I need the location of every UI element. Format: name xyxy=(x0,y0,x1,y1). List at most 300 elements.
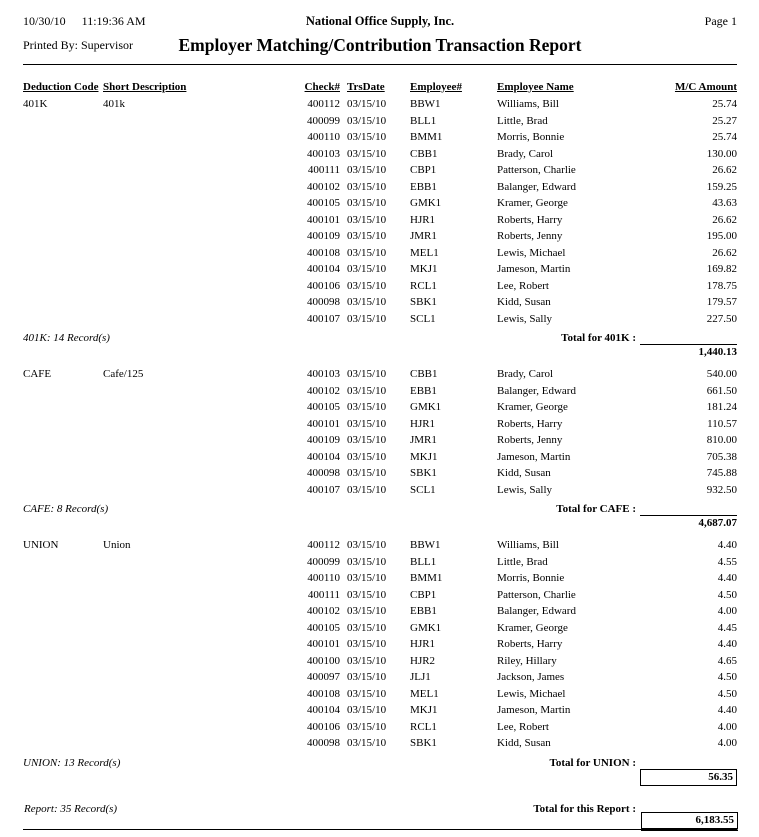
employee-name-cell: Roberts, Harry xyxy=(497,213,563,226)
table-row xyxy=(23,537,737,554)
employee-number-cell: EBB1 xyxy=(410,180,437,193)
employee-number-cell: EBB1 xyxy=(410,605,437,617)
employee-number-cell: BLL1 xyxy=(410,555,437,568)
report-footer-row xyxy=(23,791,737,832)
check-number-cell: 400109 xyxy=(307,434,340,446)
check-number-cell: 400105 xyxy=(307,621,340,634)
short-description-cell xyxy=(103,719,303,736)
check-number-cell: 400098 xyxy=(307,296,340,308)
employee-name-cell: Balanger, Edward xyxy=(497,605,576,617)
employee-number-cell: GMK1 xyxy=(410,197,442,209)
deduction-code-cell: CAFE xyxy=(23,368,52,380)
employee-name-cell: Lee, Robert xyxy=(497,720,549,733)
short-description-cell xyxy=(103,129,303,146)
deduction-code-cell xyxy=(23,587,103,604)
trs-date-cell: 03/15/10 xyxy=(347,279,387,292)
trs-date-cell: 03/15/10 xyxy=(347,720,387,733)
employee-number-cell: BLL1 xyxy=(410,114,437,127)
table-row xyxy=(23,620,737,637)
group-total-label: Total for 401K : xyxy=(561,332,636,344)
group-record-count: CAFE: 8 Record(s) xyxy=(23,503,109,515)
deduction-code-cell xyxy=(23,383,103,400)
trs-date-cell: 03/15/10 xyxy=(347,434,387,446)
group-total-label: Total for CAFE : xyxy=(556,503,636,515)
page-header-line1 xyxy=(23,14,737,29)
deduction-code-cell xyxy=(23,482,103,499)
amount-cell: 195.00 xyxy=(706,230,737,242)
employee-name-cell: Little, Brad xyxy=(497,555,548,568)
short-description-cell xyxy=(103,245,303,262)
amount-cell: 4.00 xyxy=(717,605,737,617)
employee-number-cell: CBP1 xyxy=(410,588,437,601)
employee-number-cell: HJR2 xyxy=(410,654,436,667)
group-footer-row xyxy=(23,752,737,791)
check-number-cell: 400109 xyxy=(307,230,340,242)
amount-cell: 159.25 xyxy=(706,180,737,193)
table-row xyxy=(23,245,737,262)
deduction-code-cell xyxy=(23,399,103,416)
check-number-cell: 400106 xyxy=(307,720,340,733)
trs-date-cell: 03/15/10 xyxy=(347,467,387,479)
deduction-code-cell xyxy=(23,702,103,719)
check-number-cell: 400104 xyxy=(307,450,340,463)
employee-name-cell: Jameson, Martin xyxy=(497,450,571,463)
trs-date-cell: 03/15/10 xyxy=(347,246,387,259)
table-row xyxy=(23,653,737,670)
check-number-cell: 400103 xyxy=(307,368,340,380)
group-total-amount: 56.35 xyxy=(640,769,737,786)
deduction-code-cell xyxy=(23,570,103,587)
deduction-code-cell xyxy=(23,113,103,130)
employee-number-cell: MKJ1 xyxy=(410,450,438,463)
short-description-cell xyxy=(103,570,303,587)
deduction-code-cell xyxy=(23,735,103,752)
amount-cell: 4.50 xyxy=(717,687,737,700)
deduction-code-cell xyxy=(23,636,103,653)
table-row xyxy=(23,366,737,383)
short-description-cell xyxy=(103,620,303,637)
table-row xyxy=(23,587,737,604)
trs-date-cell: 03/15/10 xyxy=(347,555,387,568)
employee-name-cell: Roberts, Jenny xyxy=(497,434,563,446)
short-description-cell xyxy=(103,195,303,212)
report-title: Employer Matching/Contribution Transaction Report xyxy=(178,35,582,55)
employee-number-cell: SCL1 xyxy=(410,483,436,496)
short-description-cell: Union xyxy=(103,539,131,551)
employee-number-cell: JMR1 xyxy=(410,230,437,242)
amount-cell: 26.62 xyxy=(712,164,737,176)
trs-date-cell: 03/15/10 xyxy=(347,180,387,193)
check-number-cell: 400107 xyxy=(307,312,340,325)
col-check-number: Check# xyxy=(304,81,340,93)
employee-number-cell: HJR1 xyxy=(410,417,436,430)
short-description-cell xyxy=(103,399,303,416)
report-record-count: Report: 35 Record(s) xyxy=(24,802,118,815)
table-row xyxy=(23,636,737,653)
check-number-cell: 400098 xyxy=(307,467,340,479)
check-number-cell: 400097 xyxy=(307,671,340,683)
check-number-cell: 400099 xyxy=(307,555,340,568)
amount-cell: 178.75 xyxy=(706,279,737,292)
deduction-code-cell xyxy=(23,686,103,703)
check-number-cell: 400102 xyxy=(307,384,340,397)
deduction-code-cell xyxy=(23,554,103,571)
amount-cell: 932.50 xyxy=(706,483,737,496)
report-time: 11:19:36 AM xyxy=(81,14,146,28)
amount-cell: 110.57 xyxy=(707,417,737,430)
employee-number-cell: RCL1 xyxy=(410,279,437,292)
table-row xyxy=(23,113,737,130)
employee-name-cell: Jameson, Martin xyxy=(497,263,571,275)
employee-name-cell: Roberts, Harry xyxy=(497,638,563,650)
check-number-cell: 400100 xyxy=(307,654,340,667)
short-description-cell xyxy=(103,702,303,719)
trs-date-cell: 03/15/10 xyxy=(347,263,387,275)
employee-number-cell: SCL1 xyxy=(410,312,436,325)
employee-name-cell: Kramer, George xyxy=(497,621,568,634)
short-description-cell xyxy=(103,735,303,752)
check-number-cell: 400105 xyxy=(307,197,340,209)
deduction-code-cell xyxy=(23,245,103,262)
short-description-cell xyxy=(103,383,303,400)
employee-name-cell: Lewis, Sally xyxy=(497,312,552,325)
trs-date-cell: 03/15/10 xyxy=(347,147,387,160)
table-row xyxy=(23,416,737,433)
short-description-cell: 401k xyxy=(103,98,125,110)
employee-number-cell: BMM1 xyxy=(410,572,443,584)
check-number-cell: 400106 xyxy=(307,279,340,292)
trs-date-cell: 03/15/10 xyxy=(347,131,387,143)
employee-number-cell: MEL1 xyxy=(410,687,439,700)
check-number-cell: 400112 xyxy=(307,98,340,110)
deduction-code-cell xyxy=(23,162,103,179)
deduction-code-cell xyxy=(23,179,103,196)
check-number-cell: 400110 xyxy=(307,131,340,143)
deduction-code-cell: 401K xyxy=(23,98,48,110)
check-number-cell: 400107 xyxy=(307,483,340,496)
amount-cell: 4.40 xyxy=(717,539,737,551)
bottom-rule xyxy=(23,829,737,830)
trs-date-cell: 03/15/10 xyxy=(347,621,387,634)
employee-name-cell: Brady, Carol xyxy=(497,147,554,160)
short-description-cell: Cafe/125 xyxy=(103,368,144,380)
employee-number-cell: SBK1 xyxy=(410,296,437,308)
employee-name-cell: Balanger, Edward xyxy=(497,180,576,193)
deduction-code-cell xyxy=(23,228,103,245)
employee-number-cell: GMK1 xyxy=(410,401,442,413)
table-row xyxy=(23,311,737,328)
employee-name-cell: Lewis, Michael xyxy=(497,687,566,700)
short-description-cell xyxy=(103,603,303,620)
trs-date-cell: 03/15/10 xyxy=(347,164,387,176)
check-number-cell: 400104 xyxy=(307,704,340,716)
employee-name-cell: Lewis, Michael xyxy=(497,246,566,259)
amount-cell: 4.50 xyxy=(717,588,737,601)
trs-date-cell: 03/15/10 xyxy=(347,114,387,127)
employee-name-cell: Williams, Bill xyxy=(497,98,559,110)
employee-name-cell: Kramer, George xyxy=(497,401,568,413)
deduction-code-cell xyxy=(23,212,103,229)
employee-number-cell: CBP1 xyxy=(410,164,437,176)
check-number-cell: 400108 xyxy=(307,246,340,259)
group-total-amount: 4,687.07 xyxy=(640,515,737,531)
short-description-cell xyxy=(103,669,303,686)
employee-name-cell: Balanger, Edward xyxy=(497,384,576,397)
short-description-cell xyxy=(103,146,303,163)
short-description-cell xyxy=(103,636,303,653)
amount-cell: 4.45 xyxy=(717,621,737,634)
employee-name-cell: Kidd, Susan xyxy=(497,737,551,749)
report-total-amount: 6,183.55 xyxy=(641,812,738,831)
check-number-cell: 400099 xyxy=(307,114,340,127)
trs-date-cell: 03/15/10 xyxy=(347,368,387,380)
trs-date-cell: 03/15/10 xyxy=(347,588,387,601)
check-number-cell: 400103 xyxy=(307,147,340,160)
amount-cell: 25.74 xyxy=(712,131,737,143)
deduction-code-cell xyxy=(23,465,103,482)
check-number-cell: 400111 xyxy=(307,588,340,601)
short-description-cell xyxy=(103,113,303,130)
short-description-cell xyxy=(103,416,303,433)
short-description-cell xyxy=(103,587,303,604)
deduction-code-cell xyxy=(23,278,103,295)
transaction-table xyxy=(23,65,737,832)
trs-date-cell: 03/15/10 xyxy=(347,417,387,430)
employee-name-cell: Morris, Bonnie xyxy=(497,131,565,143)
short-description-cell xyxy=(103,432,303,449)
amount-cell: 810.00 xyxy=(706,434,737,446)
employee-number-cell: CBB1 xyxy=(410,147,438,160)
employee-number-cell: EBB1 xyxy=(410,384,437,397)
deduction-code-cell xyxy=(23,449,103,466)
short-description-cell xyxy=(103,686,303,703)
report-datetime xyxy=(23,14,173,29)
deduction-code-cell xyxy=(23,261,103,278)
employee-number-cell: JMR1 xyxy=(410,434,437,446)
employee-number-cell: BBW1 xyxy=(410,98,441,110)
trs-date-cell: 03/15/10 xyxy=(347,671,387,683)
table-row xyxy=(23,702,737,719)
amount-cell: 43.63 xyxy=(712,197,737,209)
table-row xyxy=(23,195,737,212)
group-record-count: 401K: 14 Record(s) xyxy=(23,332,110,344)
employee-name-cell: Williams, Bill xyxy=(497,539,559,551)
trs-date-cell: 03/15/10 xyxy=(347,450,387,463)
group-footer-row xyxy=(23,327,737,366)
trs-date-cell: 03/15/10 xyxy=(347,687,387,700)
group-footer-row xyxy=(23,498,737,537)
check-number-cell: 400102 xyxy=(307,180,340,193)
table-row xyxy=(23,96,737,113)
deduction-code-cell xyxy=(23,195,103,212)
amount-cell: 179.57 xyxy=(706,296,737,308)
check-number-cell: 400101 xyxy=(307,417,340,430)
amount-cell: 705.38 xyxy=(706,450,737,463)
deduction-code-cell: UNION xyxy=(23,539,59,551)
trs-date-cell: 03/15/10 xyxy=(347,605,387,617)
amount-cell: 4.00 xyxy=(717,737,737,749)
table-row xyxy=(23,294,737,311)
check-number-cell: 400111 xyxy=(307,164,340,176)
amount-cell: 4.65 xyxy=(717,654,737,667)
deduction-code-cell xyxy=(23,669,103,686)
employee-number-cell: HJR1 xyxy=(410,638,436,650)
employee-name-cell: Little, Brad xyxy=(497,114,548,127)
trs-date-cell: 03/15/10 xyxy=(347,230,387,242)
table-row xyxy=(23,669,737,686)
employee-name-cell: Lewis, Sally xyxy=(497,483,552,496)
table-row xyxy=(23,162,737,179)
col-deduction-code: Deduction Code xyxy=(23,81,99,93)
employee-name-cell: Morris, Bonnie xyxy=(497,572,565,584)
employee-number-cell: MKJ1 xyxy=(410,704,438,716)
amount-cell: 130.00 xyxy=(706,147,737,160)
table-row xyxy=(23,719,737,736)
employee-name-cell: Kidd, Susan xyxy=(497,296,551,308)
table-row xyxy=(23,449,737,466)
employee-name-cell: Patterson, Charlie xyxy=(497,588,576,601)
col-trs-date: TrsDate xyxy=(347,81,385,93)
table-row xyxy=(23,482,737,499)
trs-date-cell: 03/15/10 xyxy=(347,539,387,551)
table-row xyxy=(23,383,737,400)
trs-date-cell: 03/15/10 xyxy=(347,572,387,584)
check-number-cell: 400104 xyxy=(307,263,340,275)
employee-name-cell: Lee, Robert xyxy=(497,279,549,292)
page-header-line2 xyxy=(23,34,737,56)
employee-number-cell: MKJ1 xyxy=(410,263,438,275)
amount-cell: 227.50 xyxy=(706,312,737,325)
deduction-code-cell xyxy=(23,603,103,620)
deduction-code-cell xyxy=(23,432,103,449)
table-row xyxy=(23,686,737,703)
employee-name-cell: Roberts, Jenny xyxy=(497,230,563,242)
amount-cell: 169.82 xyxy=(706,263,737,275)
trs-date-cell: 03/15/10 xyxy=(347,654,387,667)
amount-cell: 4.00 xyxy=(717,720,737,733)
short-description-cell xyxy=(103,449,303,466)
trs-date-cell: 03/15/10 xyxy=(347,638,387,650)
trs-date-cell: 03/15/10 xyxy=(347,737,387,749)
report-date: 10/30/10 xyxy=(23,14,66,28)
short-description-cell xyxy=(103,261,303,278)
short-description-cell xyxy=(103,554,303,571)
deduction-code-cell xyxy=(23,620,103,637)
short-description-cell xyxy=(103,465,303,482)
short-description-cell xyxy=(103,179,303,196)
employee-name-cell: Riley, Hillary xyxy=(497,654,557,667)
table-row xyxy=(23,179,737,196)
col-mc-amount: M/C Amount xyxy=(674,81,737,93)
trs-date-cell: 03/15/10 xyxy=(347,197,387,209)
table-row xyxy=(23,554,737,571)
employee-name-cell: Patterson, Charlie xyxy=(497,164,576,176)
table-row xyxy=(23,278,737,295)
amount-cell: 4.40 xyxy=(717,572,737,584)
col-employee-name: Employee Name xyxy=(497,81,574,93)
table-row xyxy=(23,603,737,620)
short-description-cell xyxy=(103,162,303,179)
amount-cell: 25.74 xyxy=(712,98,737,110)
employee-number-cell: SBK1 xyxy=(410,467,437,479)
deduction-code-cell xyxy=(23,311,103,328)
group-total-label: Total for UNION : xyxy=(549,756,636,769)
group-record-count: UNION: 13 Record(s) xyxy=(23,756,121,769)
table-row xyxy=(23,399,737,416)
table-row xyxy=(23,735,737,752)
short-description-cell xyxy=(103,278,303,295)
trs-date-cell: 03/15/10 xyxy=(347,98,387,110)
deduction-code-cell xyxy=(23,719,103,736)
table-row xyxy=(23,465,737,482)
employee-number-cell: BMM1 xyxy=(410,131,443,143)
short-description-cell xyxy=(103,212,303,229)
amount-cell: 181.24 xyxy=(706,401,737,413)
trs-date-cell: 03/15/10 xyxy=(347,296,387,308)
short-description-cell xyxy=(103,294,303,311)
employee-number-cell: HJR1 xyxy=(410,213,436,226)
short-description-cell xyxy=(103,228,303,245)
employee-name-cell: Kidd, Susan xyxy=(497,467,551,479)
page-number: Page 1 xyxy=(704,14,737,28)
table-row xyxy=(23,212,737,229)
table-row xyxy=(23,129,737,146)
trs-date-cell: 03/15/10 xyxy=(347,704,387,716)
deduction-code-cell xyxy=(23,416,103,433)
amount-cell: 661.50 xyxy=(706,384,737,397)
amount-cell: 4.50 xyxy=(717,671,737,683)
table-row xyxy=(23,146,737,163)
employee-name-cell: Jackson, James xyxy=(497,671,565,683)
group-total-amount: 1,440.13 xyxy=(640,344,737,360)
employee-number-cell: JLJ1 xyxy=(410,671,431,683)
trs-date-cell: 03/15/10 xyxy=(347,213,387,226)
column-header-row xyxy=(23,65,737,96)
trs-date-cell: 03/15/10 xyxy=(347,483,387,496)
col-short-description: Short Description xyxy=(103,81,187,93)
employee-name-cell: Roberts, Harry xyxy=(497,417,563,430)
employee-number-cell: BBW1 xyxy=(410,539,441,551)
check-number-cell: 400101 xyxy=(307,213,340,226)
amount-cell: 540.00 xyxy=(706,368,737,380)
trs-date-cell: 03/15/10 xyxy=(347,312,387,325)
amount-cell: 25.27 xyxy=(712,114,737,127)
employee-number-cell: GMK1 xyxy=(410,621,442,634)
company-name: National Office Supply, Inc. xyxy=(305,14,455,28)
table-row xyxy=(23,261,737,278)
amount-cell: 4.40 xyxy=(717,638,737,650)
deduction-code-cell xyxy=(23,146,103,163)
employee-number-cell: CBB1 xyxy=(410,368,438,380)
short-description-cell xyxy=(103,482,303,499)
check-number-cell: 400112 xyxy=(307,539,340,551)
report-total-label: Total for this Report : xyxy=(533,802,636,815)
deduction-code-cell xyxy=(23,129,103,146)
check-number-cell: 400098 xyxy=(307,737,340,749)
amount-cell: 26.62 xyxy=(712,213,737,226)
employee-name-cell: Kramer, George xyxy=(497,197,568,209)
check-number-cell: 400105 xyxy=(307,401,340,413)
employee-name-cell: Jameson, Martin xyxy=(497,704,571,716)
deduction-code-cell xyxy=(23,653,103,670)
employee-number-cell: RCL1 xyxy=(410,720,437,733)
table-row xyxy=(23,228,737,245)
employee-number-cell: MEL1 xyxy=(410,246,439,259)
check-number-cell: 400102 xyxy=(307,605,340,617)
employee-name-cell: Brady, Carol xyxy=(497,368,554,380)
col-employee-number: Employee# xyxy=(410,81,462,93)
amount-cell: 4.40 xyxy=(717,704,737,716)
